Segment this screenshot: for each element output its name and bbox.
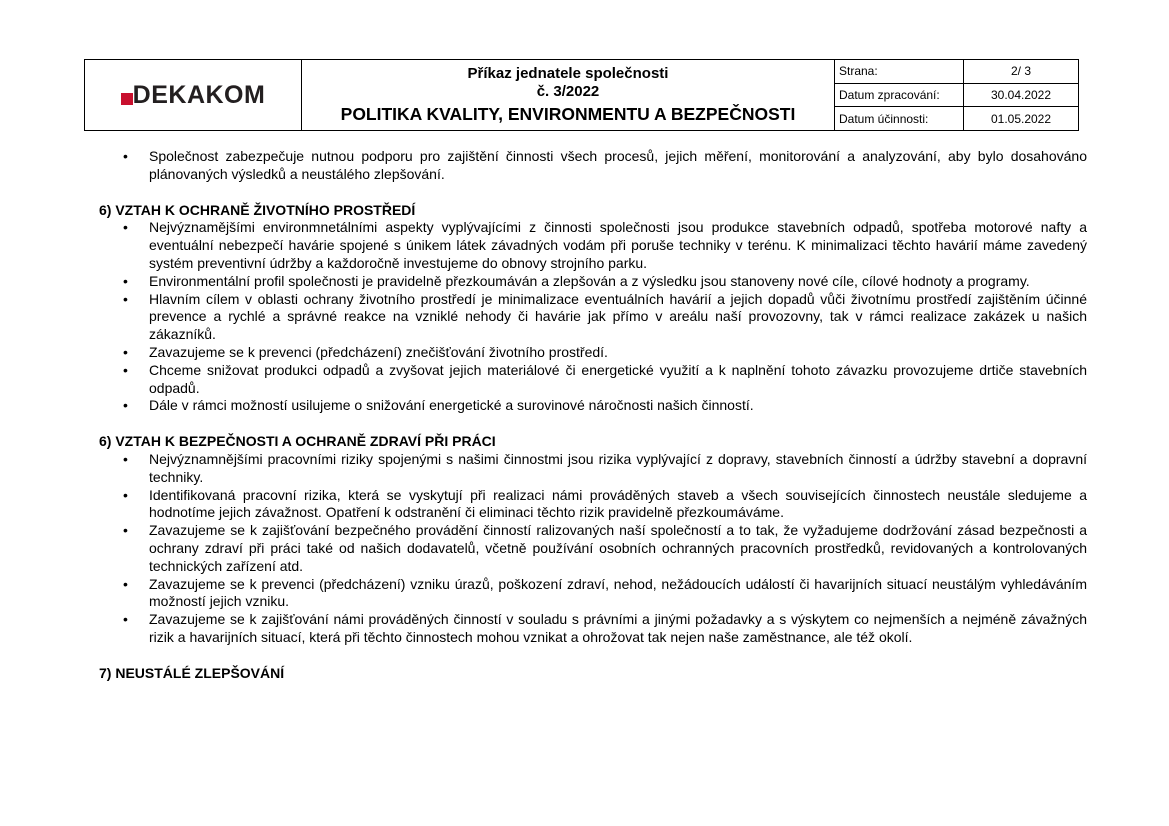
list-item: • Environmentální profil společnosti je pravidelně přezkoumáván a zlepšován a z výsledku jsou stanoveny nové cíle, cílové hodnoty a programy.	[99, 273, 1087, 291]
meta-value: 01.05.2022	[990, 111, 1052, 126]
section-title-improvement: 7) NEUSTÁLÉ ZLEPŠOVÁNÍ	[99, 664, 285, 681]
list-item: • Dále v rámci možností usilujeme o snižování energetické a surovinové náročnosti našich činností.	[99, 397, 1087, 415]
meta-row-effective	[835, 107, 1078, 130]
section-title-environment: 6) VZTAH K OCHRANĚ ŽIVOTNÍHO PROSTŘEDÍ	[99, 201, 416, 218]
meta-label: Datum účinnosti:	[835, 107, 964, 130]
intro-list	[99, 148, 1087, 184]
list-item: • Zavazujeme se k prevenci (předcházení) znečišťování životního prostředí.	[99, 344, 1087, 362]
list-item: • Identifikovaná pracovní rizika, která se vyskytují při realizaci námi prováděných staveb a všech souvisejících činnostech neustále sledujeme a hodnotíme jejich závažnost. Opatření k odstranění či eliminaci těchto rizik pravidelně přezkoumáváme.	[99, 487, 1087, 523]
document-body	[99, 148, 1087, 683]
section-title-safety: 6) VZTAH K BEZPEČNOSTI A OCHRANĚ ZDRAVÍ PŘI PRÁCI	[99, 433, 496, 450]
list-item: • Hlavním cílem v oblasti ochrany životního prostředí je minimalizace eventuálních havárií a jejich dopadů vůči životnímu prostředí zajištěním účinné prevence a rychlé a správné reakce na vzniklé nehody či havárie jak přímo v areálu naší provozovny, tak v rámci realizace zakázek u našich zákazníků.	[99, 291, 1087, 344]
safety-list	[99, 451, 1087, 647]
document-meta-table	[835, 60, 1078, 130]
document-header	[84, 59, 1079, 131]
list-item: • Zavazujeme se k prevenci (předcházení) vzniku úrazů, poškození zdraví, nehod, nežádoucích událostí či havarijních situací neustálým vyhledáváním možností jejich vzniku.	[99, 576, 1087, 612]
meta-label: Datum zpracování:	[835, 84, 964, 107]
logo-text: DEKAKOM	[132, 80, 266, 109]
list-item: • Společnost zabezpečuje nutnou podporu pro zajištění činnosti všech procesů, jejich měření, monitorování a analyzování, aby bylo dosahováno plánovaných výsledků a neustálého zlepšování.	[99, 148, 1087, 184]
meta-label: Strana:	[835, 60, 964, 83]
list-item: • Nejvýznamnějšími pracovními riziky spojenými s našimi činnostmi jsou rizika vyplývající z dopravy, stavebních činností a údržby stavební a dopravní techniky.	[99, 451, 1087, 487]
document-title-line1: Příkaz jednatele společnosti	[467, 65, 669, 82]
list-item: • Chceme snižovat produkci odpadů a zvyšovat jejich materiálové či energetické využití a k naplnění tohoto závazku provozujeme drtiče stavebních odpadů.	[99, 362, 1087, 398]
logo-mark-icon	[121, 86, 133, 105]
company-logo	[121, 81, 266, 110]
meta-value: 2/ 3	[1010, 64, 1031, 79]
list-item: • Zavazujeme se k zajišťování námi prováděných činností v souladu s právními a jinými požadavky a s výskytem co nejmenších a nejméně závažných rizik a havarijních situací, která při těchto činnostech mohou vznikat a ohrožovat tak nejen naše zaměstnance, ale též okolí.	[99, 611, 1087, 647]
environment-list	[99, 219, 1087, 415]
meta-row-processed	[835, 84, 1078, 108]
list-item: • Zavazujeme se k zajišťování bezpečného provádění činností ralizovaných naší společností a to tak, že vyžadujeme dodržování zásad bezpečnosti a ochrany zdraví při práci také od našich dodavatelů, včetně používání osobních ochranných pracovních prostředků, revidovaných a kontrolovaných technických zařízení atd.	[99, 522, 1087, 575]
document-number: č. 3/2022	[536, 83, 600, 100]
document-title: POLITIKA KVALITY, ENVIRONMENTU A BEZPEČNOSTI	[340, 104, 796, 124]
meta-value: 30.04.2022	[990, 88, 1052, 102]
logo-cell	[85, 60, 302, 130]
meta-row-page	[835, 60, 1078, 84]
list-item: • Nejvýznamějšími environmnetálními aspekty vyplývajícími z činnosti společnosti jsou produkce stavebních odpadů, spotřeba motorové nafty a eventuální nebezpečí havárie spojené s únikem látek závadných vodám při poruše techniky v terénu. K minimalizaci těchto havárií máme zavedený systém preventivní údržby a každoročně investujeme do obnovy strojního parku.	[99, 219, 1087, 272]
document-title-cell	[302, 60, 835, 130]
